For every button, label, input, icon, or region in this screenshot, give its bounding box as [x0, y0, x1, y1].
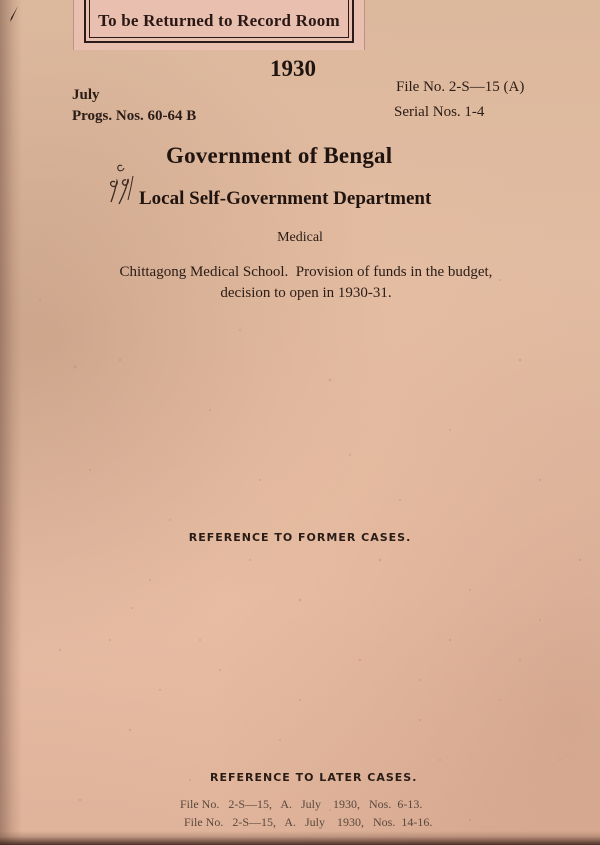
former-cases-heading: REFERENCE TO FORMER CASES.	[188, 531, 412, 544]
file-month: July	[72, 87, 100, 103]
later-cases-list	[180, 795, 432, 831]
serial-numbers: Serial Nos. 1-4	[394, 104, 485, 120]
paper-bottom-edge	[0, 831, 600, 845]
section-label: Medical	[277, 230, 323, 245]
government-title: Government of Bengal	[166, 143, 393, 168]
section-heading	[0, 230, 600, 246]
record-room-stamp	[73, 0, 365, 50]
progs-numbers: Progs. Nos. 60-64 B	[72, 108, 197, 124]
later-case-row: File No. 2-S—15, A. July 1930, Nos. 6-13.	[180, 797, 423, 811]
department-title: Local Self-Government Department	[139, 188, 432, 209]
ink-mark-icon	[8, 5, 20, 23]
subject-block	[80, 262, 532, 304]
file-number: File No. 2-S—15 (A)	[396, 79, 525, 95]
later-cases-heading: REFERENCE TO LATER CASES.	[210, 771, 418, 784]
subject-line-1: Chittagong Medical School. Provision of funds in the budget,	[119, 264, 493, 280]
subject-line-2: decision to open in 1930-31.	[220, 285, 392, 301]
stamp-text: To be Returned to Record Room	[84, 0, 354, 43]
file-year: 1930	[270, 56, 316, 81]
later-case-row: File No. 2-S—15, A. July 1930, Nos. 14-16.	[184, 815, 433, 829]
paper-left-edge	[0, 0, 22, 845]
